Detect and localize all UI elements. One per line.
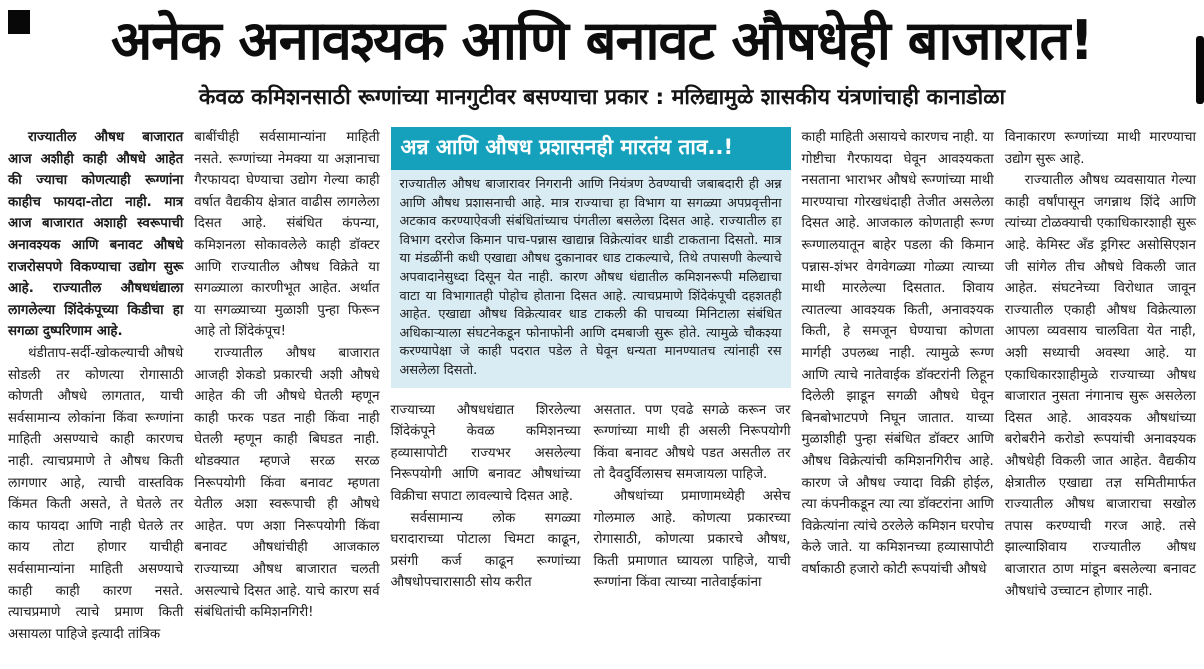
paragraph: सर्वसामान्य लोक सगळ्या घरादाराच्या पोटाला चिमटा काढून, प्रसंगी कर्ज काढून रूग्णांच्या औषधोपचारासाठी सोय करीत: [390, 510, 581, 591]
scan-artifact-right-edge: [1196, 36, 1204, 104]
column-2: [194, 127, 379, 624]
lead-paragraph: राज्यातील औषध बाजारात आज अशीही काही औषधे आहेत की ज्याचा कोणत्याही रूग्णांना काहीच फायदा-तोटा नाही. मात्र आज बाजारात अशाही स्वरूपाची अनावश्यक आणि बनावट औषधे राजरोसपणे विकण्याचा उद्योग सुरू आहे. राज्यातील औषधधंद्याला लागलेल्या शिंदेकंपूच्या किडीचा हा सगळा दुष्परिणाम आहे.: [8, 130, 184, 340]
paragraph: बाबींचीही सर्वसामान्यांना माहिती नसते. रूग्णांच्या नेमक्या या अज्ञानाचा गैरफायदा घेण्याचा उद्योग गेल्या काही वर्षात वैद्यकीय क्षेत्रात वाढीस लागलेला दिसत आहे. संबंधित कंपन्या, कमिशनला सोकावलेले काही डॉक्टर आणि राज्यातील औषध विक्रेते या सगळ्याला कारणीभूत आहेत. अर्थात या सगळ्याच्या मुळाशी पुन्हा फिरून आहे तो शिंदेकंपूच!: [194, 130, 380, 340]
highlight-box: [391, 127, 791, 388]
paragraph: थंडीताप-सर्दी-खोकल्याची औषधे सोडली तर कोणत्या रोगासाठी कोणती औषधे लागतात, याची सर्वसामान्य लोकांना किंवा रूग्णांना माहिती असण्याचे काही कारणच नाही. त्याचप्रमाणे ते औषध किती लागणार आहे, त्याची वास्तविक किंमत किती असते, ते घेतले तर काय फायदा आणि नाही घेतले तर काय तोटा होणार याचीही सर्वसामान्यांना माहिती असण्याचे काही काही कारण नसते. त्याचप्रमाणे त्याचे प्रमाण किती असायला पाहिजे इत्यादी तांत्रिक: [8, 346, 184, 642]
highlight-box-title: अन्न आणि औषध प्रशासनही मारतंय ताव..!: [391, 127, 791, 170]
highlight-box-body: राज्यातील औषध बाजारावर निगरानी आणि नियंत्रण ठेवण्याची जबाबदारी ही अन्न आणि औषध प्रशासनाची आहे. मात्र राज्याचा हा विभाग या सगळ्या अपप्रवृत्तीना अटकाव करण्याऐवजी संबंधितांच्याच पंगतीला बसलेला दिसत आहे. राज्यातील हा विभाग दररोज किमान पाच-पन्नास खाद्यान्न विक्रेत्यांवर धाडी टाकताना दिसतो. मात्र या मंडळींनी कधी एखाद्या औषध दुकानावर धाड टाकल्याचे, तिथे तपासणी केल्याचे अपवादानेसुध्दा दिसून येत नाही. कारण औषध धंद्यातील कमिशनरूपी मलिद्याचा वाटा या विभागातही पोहोच होताना दिसत आहे. त्याचप्रमाणे शिंदेकंपूची दहशतही आहेत. एखाद्या औषध विक्रेत्यावर धाड टाकली की पाचव्या मिनिटाला संबंधित अधिकाऱ्याला संघटनेकडून फोनाफोनी आणि दमबाजी सुरू होते. त्यामुळे चौकश्या करण्यापेक्षा जे काही पदरात पडेल ते घेवून धन्यता मानण्यातच त्यांनाही रस असलेला दिसतो.: [399, 177, 782, 379]
column-3: [391, 400, 581, 594]
middle-section: [391, 127, 791, 594]
column-4: [594, 400, 791, 594]
scan-artifact-top-left: [8, 10, 30, 34]
paragraph: राज्यातील औषध बाजारात आजही शेकडो प्रकारची अशी औषधे आहेत की जी औषधे घेतली म्हणून काही फरक पडत नाही किंवा नाही घेतली म्हणून काही बिघडत नाही. थोडक्यात म्हणजे सरळ सरळ निरूपयोगी किंवा बनावट म्हणता येतील अशा स्वरूपाची ही औषधे आहेत. पण अशा निरूपयोगी किंवा बनावट औषधांचीही आजकाल राज्याच्या औषध बाजारात चलती असल्याचे दिसत आहे. याचे कारण सर्व संबंधितांची कमिशनगिरी!: [194, 346, 380, 621]
column-6: [1005, 127, 1196, 602]
paragraph: राज्याच्या औषधधंद्यात शिरलेल्या शिंदेकंपूने केवळ कमिशनच्या हव्यासापोटी राज्यभर असलेल्या निरूपयोगी आणि बनावट औषधांच्या विक्रीचा सपाटा लावल्याचे दिसत आहे.: [390, 402, 581, 504]
paragraph: औषधांच्या प्रमाणामध्येही असेच गोलमाल आहे. कोणत्या प्रकारच्या रोगासाठी, कोणत्या प्रकारचे औषध, किती प्रमाणात घ्यायला पाहिजे, याची रूग्णांना किंवा त्याच्या नातेवाईकांना: [593, 489, 791, 591]
paragraph: राज्यातील औषध व्यवसायात गेल्या काही वर्षांपासून जगन्नाथ शिंदे आणि त्यांच्या टोळक्याची एकाधिकारशाही सुरू आहे. केमिस्ट अँड ड्रगिस्ट असोसिएशन जी सांगेल तीच औषधे विकली जात आहेत. संघटनेच्या विरोधात जावून राज्यातील एकाही औषध विक्रेत्याला आपला व्यवसाय चालविता येत नाही, अशी सध्याची अवस्था आहे. या एकाधिकारशाहीमुळे राज्याच्या औषध बाजारात नुसता नंगानाच सुरू असलेला दिसत आहे. आवश्यक औषधांच्या बरोबरीने करोडो रूपयांची अनावश्यक औषधेही विकली जात आहेत. वैद्यकीय क्षेत्रातील एखाद्या तज्ञ समितीमार्फत राज्यातील औषध बाजाराचा सखोल तपास करण्याची गरज आहे. तसे झाल्याशिवाय राज्यातील औषध बाजारात ठाण मांडून बसलेल्या बनावट औषधांचे उच्चाटन होणार नाही.: [1004, 173, 1196, 599]
column-5: [802, 127, 994, 580]
paragraph: असतात. पण एवढे सगळे करून जर रूग्णांच्या माथी ही असली निरूपयोगी किंवा बनावट औषधे पडत असतील तर तो दैवदुर्विलासच समजायला पाहिजे.: [593, 402, 791, 483]
column-1: [8, 127, 183, 645]
article-body: [0, 127, 1204, 645]
paragraph: काही माहिती असायचे कारणच नाही. या गोष्टीचा गैरफायदा घेवून आवश्यकता नसताना भाराभर औषधे रूग्णांच्या माथी मारण्याचा गोरखधंदाही तेजीत असलेला दिसत आहे. आजकाल कोणताही रूग्ण रूग्णालयातून बाहेर पडला की किमान पन्नास-शंभर वेगवेगळ्या गोळ्या त्याच्या माथी मारलेल्या दिसतात. शिवाय त्यातल्या आवश्यक किती, अनावश्यक किती, हे समजून घेण्याचा कोणता मार्गही उपलब्ध नाही. त्यामुळे रूग्ण आणि त्याचे नातेवाईक डॉक्टरांनी लिहून दिलेली झाडून सगळी औषधे घेवून बिनबोभाटपणे निघून जातात. याच्या मुळाशीही पुन्हा संबंधित डॉक्टर आणि औषध विक्रेत्यांची कमिशनगिरीच आहे. कारण जे औषध ज्यादा विक्री होईल, त्या कंपनीकडून त्या त्या डॉक्टरांना आणि विक्रेत्यांना त्यांचे ठरलेले कमिशन घरपोच केले जाते. या कमिशनच्या हव्यासापोटी वर्षाकाठी हजारो कोटी रूपयांची औषधे: [801, 130, 994, 577]
subheadline: केवळ कमिशनसाठी रूग्णांच्या मानगुटीवर बसण्याचा प्रकार : मलिद्यामुळे शासकीय यंत्रणांचाही कानाडोळा: [198, 85, 1006, 111]
headline: अनेक अनावश्यक आणि बनावट औषधेही बाजारात!: [111, 9, 1093, 72]
paragraph: विनाकारण रूग्णांच्या माथी मारण्याचा उद्योग सुरू आहे.: [1004, 130, 1196, 167]
middle-subcolumns: [391, 400, 791, 594]
